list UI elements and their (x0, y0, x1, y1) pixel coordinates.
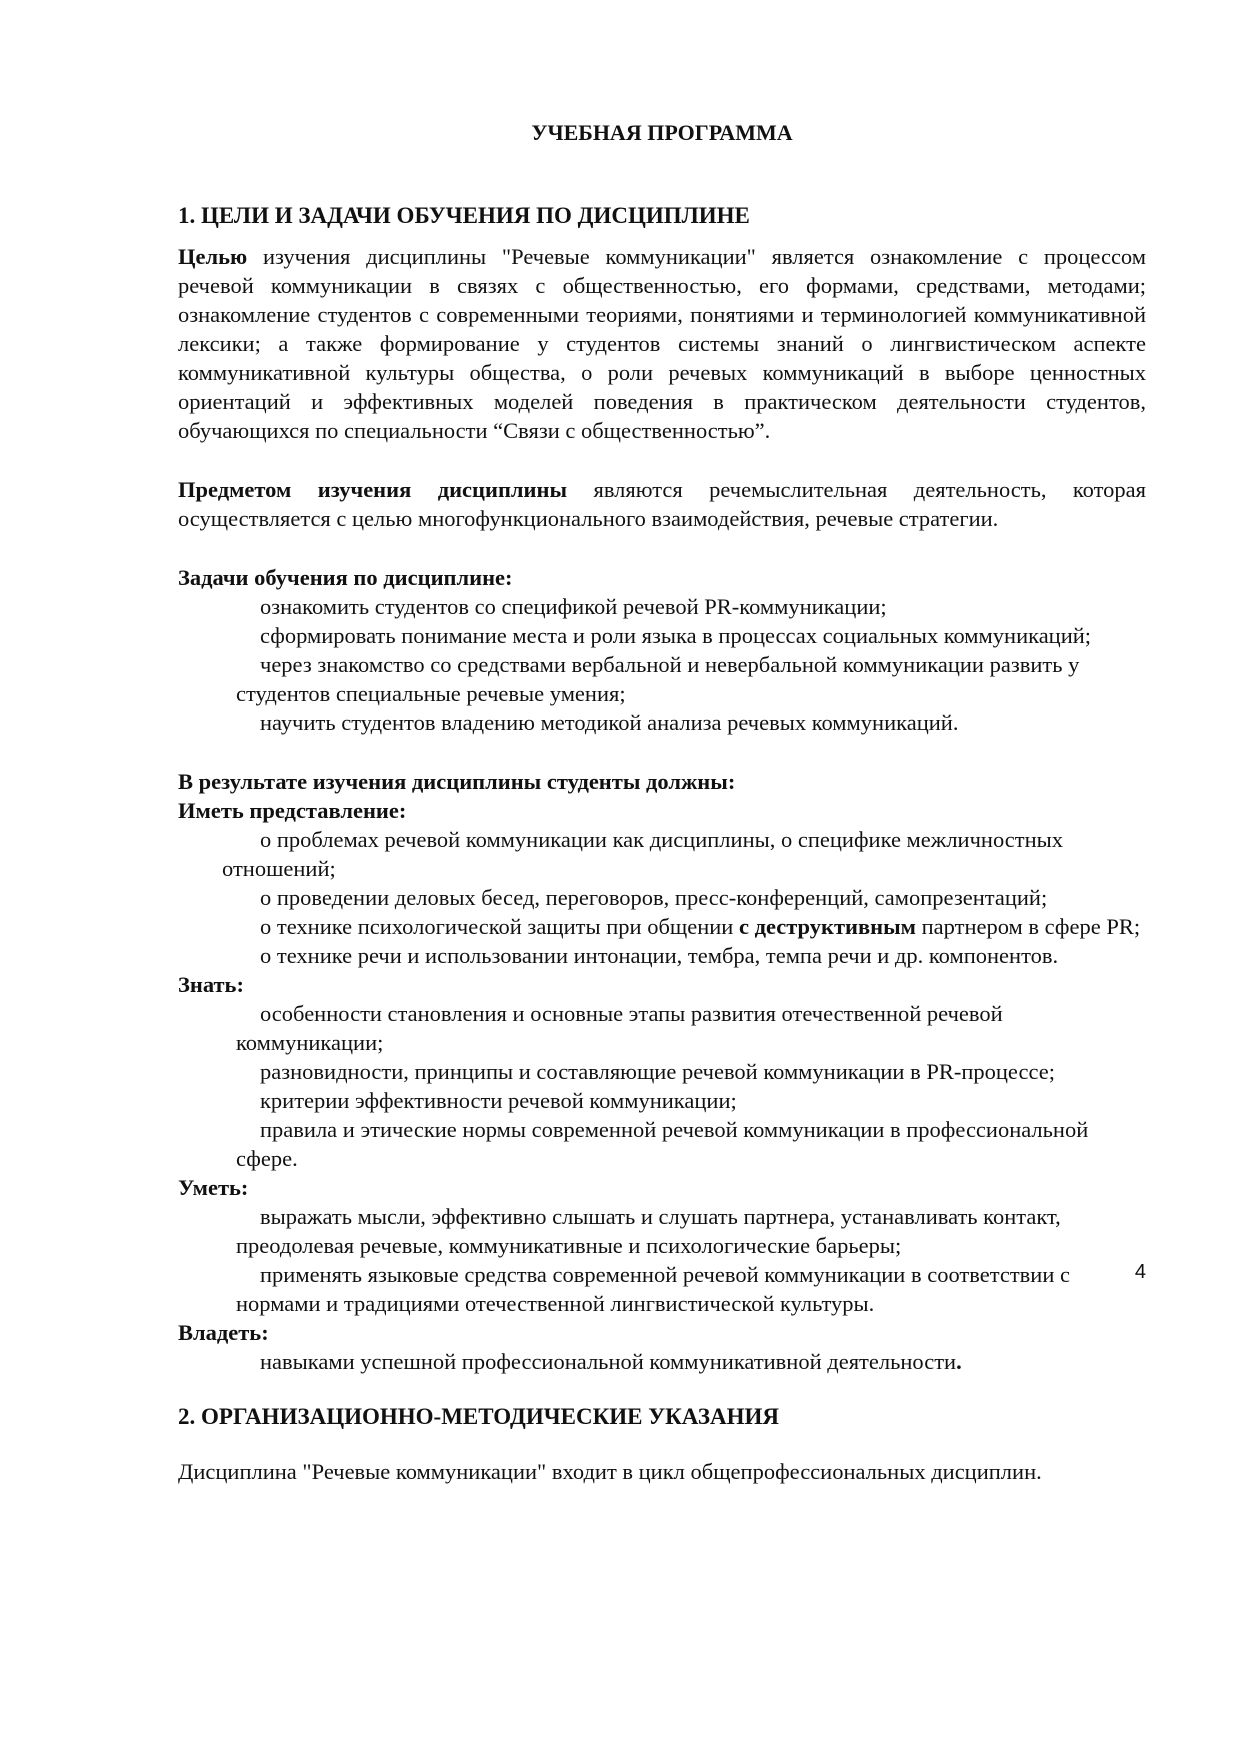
list-item (178, 912, 1146, 941)
master-heading: Владеть: (178, 1320, 269, 1345)
list-item-bold: с деструктивным (738, 914, 916, 939)
list-item (178, 1347, 1146, 1376)
list-item-text: партнером в сфере PR; (916, 914, 1141, 939)
know-list (178, 999, 1146, 1173)
subject-lead: Предметом изучения дисциплины (178, 477, 568, 502)
can-heading: Уметь: (178, 1175, 249, 1200)
list-item: научить студентов владению методикой анализа речевых коммуникаций. (260, 710, 959, 735)
list-item: выражать мысли, эффективно слышать и слушать партнера, устанавливать контакт, преодолевая речевые, коммуникативные и психологические барьеры; (236, 1204, 1061, 1258)
subject-paragraph (178, 475, 1146, 533)
list-item: критерии эффективности речевой коммуникации; (260, 1088, 737, 1113)
section-2-heading: 2. ОРГАНИЗАЦИОННО-МЕТОДИЧЕСКИЕ УКАЗАНИЯ (178, 1404, 779, 1429)
goal-text: изучения дисциплины "Речевые коммуникации" является ознакомление с процессом речевой коммуникации в связях с общественностью, его формами, средствами, методами; ознакомление студентов с современными теориями, понятиями и терминологией коммуникативной лексики; а также формирование у студентов системы знаний о лингвистическом аспекте коммуникативной культуры общества, о роли речевых коммуникаций в выборе ценностных ориентаций и эффективных моделей поведения в практическом деятельности студентов, обучающихся по специальности “Связи с общественностью”. (178, 244, 1146, 443)
master-list (178, 1347, 1146, 1376)
section-1-heading: 1. ЦЕЛИ И ЗАДАЧИ ОБУЧЕНИЯ ПО ДИСЦИПЛИНЕ (178, 203, 750, 228)
represent-heading: Иметь представление: (178, 798, 407, 823)
goal-lead: Целью (178, 244, 248, 269)
tasks-heading: Задачи обучения по дисциплине: (178, 565, 513, 590)
list-item: о проблемах речевой коммуникации как дисциплины, о специфике межличностных отношений; (222, 827, 1063, 881)
list-item-end: . (956, 1349, 962, 1374)
list-item: ознакомить студентов со спецификой речевой PR-коммуникации; (260, 594, 887, 619)
list-item-text: навыками успешной профессиональной коммуникативной деятельности (260, 1349, 957, 1374)
results-block (178, 767, 1146, 1376)
section-2 (178, 1402, 1146, 1486)
subject-text: являются речемыслительная деятельность, которая осуществляется с целью многофункционального взаимодействия, речевые стратегии. (178, 477, 1146, 531)
list-item-text: о технике психологической защиты при общении (260, 914, 739, 939)
tasks-list (178, 592, 1146, 737)
list-item: сформировать понимание места и роли языка в процессах социальных коммуникаций; (260, 623, 1092, 648)
list-item: через знакомство со средствами вербальной и невербальной коммуникации развить у студентов специальные речевые умения; (236, 652, 1080, 706)
list-item: разновидности, принципы и составляющие речевой коммуникации в PR-процессе; (260, 1059, 1055, 1084)
can-list (178, 1202, 1146, 1318)
goal-paragraph (178, 242, 1146, 445)
section-2-text: Дисциплина "Речевые коммуникации" входит в цикл общепрофессиональных дисциплин. (178, 1459, 1042, 1484)
know-heading: Знать: (178, 972, 244, 997)
list-item: о технике речи и использовании интонации, тембра, темпа речи и др. компонентов. (260, 943, 1059, 968)
list-item: о проведении деловых бесед, переговоров, пресс-конференций, самопрезентаций; (260, 885, 1048, 910)
document-title: УЧЕБНАЯ ПРОГРАММА (531, 120, 793, 145)
list-item: правила и этические нормы современной речевой коммуникации в профессиональной сфере. (236, 1117, 1089, 1171)
results-heading: В результате изучения дисциплины студенты должны: (178, 769, 736, 794)
list-item: особенности становления и основные этапы развития отечественной речевой коммуникации; (236, 1001, 1003, 1055)
page-number: 4 (1134, 1261, 1146, 1283)
list-item: применять языковые средства современной речевой коммуникации в соответствии с нормами и традициями отечественной лингвистической культуры. (236, 1262, 1070, 1316)
represent-list (178, 825, 1146, 970)
tasks-block (178, 563, 1146, 737)
